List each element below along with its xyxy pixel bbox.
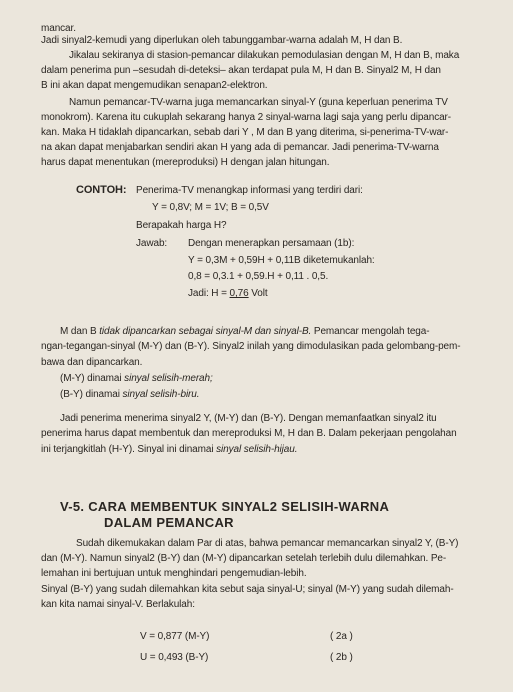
result-prefix: Jadi: H = <box>188 288 230 299</box>
text-line: Sinyal (B-Y) yang sudah dilemahkan kita sebut saja sinyal-U; sinyal (M-Y) yang sudah dilemah- <box>41 584 454 595</box>
text-line: kan kita namai sinyal-V. Berlakulah: <box>41 599 195 610</box>
text-line: penerima harus dapat membentuk dan mereproduksi M, H dan B. Dalam pekerjaan pengolahan <box>41 428 457 439</box>
text-span: M dan B <box>60 326 100 337</box>
text-line <box>60 373 213 385</box>
text-line: Sudah dikemukakan dalam Par di atas, bahwa pemancar memancarkan sinyal2 Y, (B-Y) <box>76 538 459 549</box>
text-line: Jikalau sekiranya di stasion-pemancar dilakukan pemodulasian dengan M, H dan B, maka <box>69 50 460 61</box>
equation-line: Y = 0,3M + 0,59H + 0,11B diketemukanlah: <box>188 255 375 266</box>
example-intro: Penerima-TV menangkap informasi yang terdiri dari: <box>136 185 363 196</box>
text-span: (M-Y) dinamai <box>60 373 125 384</box>
text-line: ngan-tegangan-sinyal (M-Y) dan (B-Y). Sinyal2 inilah yang dimodulasikan pada gelombang-pem- <box>41 341 461 352</box>
text-line: lemahan ini bertujuan untuk menghindari pengemudian-lebih. <box>41 568 307 579</box>
text-line: Namun pemancar-TV-warna juga memancarkan sinyal-Y (guna keperluan penerima TV <box>69 97 448 108</box>
equation-ref-2a: ( 2a ) <box>330 631 353 642</box>
text-line: kan. Maka H tidaklah dipancarkan, sebab dari Y , M dan B yang diterima, si-penerima-TV-war- <box>41 127 449 138</box>
text-line: monokrom). Karena itu cukuplah sekarang hanya 2 sinyal-warna lagi saja yang perlu dipancar- <box>41 112 452 123</box>
text-line <box>41 444 297 456</box>
italic-span: tidak dipancarkan sebagai sinyal-M dan sinyal-B. <box>99 326 312 337</box>
text-span: Pemancar mengolah tega- <box>311 326 430 337</box>
example-question: Berapakah harga H? <box>136 220 227 231</box>
text-span: ini terjangkitlah (H-Y). Sinyal ini dinamai <box>41 444 217 455</box>
answer-intro: Dengan menerapkan persamaan (1b): <box>188 238 355 249</box>
text-line <box>60 389 199 401</box>
section-title: V-5. CARA MEMBENTUK SINYAL2 SELISIH-WARNA <box>60 499 390 514</box>
equation-ref-2b: ( 2b ) <box>330 652 353 663</box>
equation-line: 0,8 = 0,3.1 + 0,59.H + 0,11 . 0,5. <box>188 271 329 282</box>
text-line: dan (M-Y). Namun sinyal2 (B-Y) dan (M-Y) dipancarkan setelah terlebih dulu dilemahkan. Pe- <box>41 553 447 564</box>
result-value: 0,76 <box>229 288 249 299</box>
answer-label: Jawab: <box>136 238 168 249</box>
text-line: harus dapat menentukan (mereproduksi) H dengan jalan hitungan. <box>41 157 330 168</box>
italic-span: sinyal selisih-hijau. <box>216 444 298 455</box>
result-unit: Volt <box>248 288 268 299</box>
example-values: Y = 0,8V; M = 1V; B = 0,5V <box>152 202 269 213</box>
result-line <box>188 288 268 300</box>
text-line: bawa dan dipancarkan. <box>41 357 143 368</box>
text-line <box>60 326 429 338</box>
text-line: mancar. <box>41 23 76 34</box>
text-span: (B-Y) dinamai <box>60 389 123 400</box>
text-line: Jadi penerima menerima sinyal2 Y, (M-Y) dan (B-Y). Dengan memanfaatkan sinyal2 itu <box>60 413 437 424</box>
italic-span: sinyal selisih-merah; <box>124 373 213 384</box>
text-line: dalam penerima pun –sesudah di-deteksi– akan terdapat pula M, H dan B. Sinyal2 M, H dan <box>41 65 441 76</box>
italic-span: sinyal selisih-biru. <box>122 389 200 400</box>
equation-2b: U = 0,493 (B-Y) <box>140 652 209 663</box>
equation-2a: V = 0,877 (M-Y) <box>140 631 210 642</box>
text-line: Jadi sinyal2-kemudi yang diperlukan oleh tabunggambar-warna adalah M, H dan B. <box>41 35 403 46</box>
section-title-cont: DALAM PEMANCAR <box>104 515 234 530</box>
text-line: B ini akan dapat mengemudikan senapan2-elektron. <box>41 80 268 91</box>
example-label: CONTOH: <box>76 184 127 196</box>
text-line: na akan dapat menjabarkan sendiri akan H yang ada di pemancar. Jadi penerima-TV-warna <box>41 142 439 153</box>
